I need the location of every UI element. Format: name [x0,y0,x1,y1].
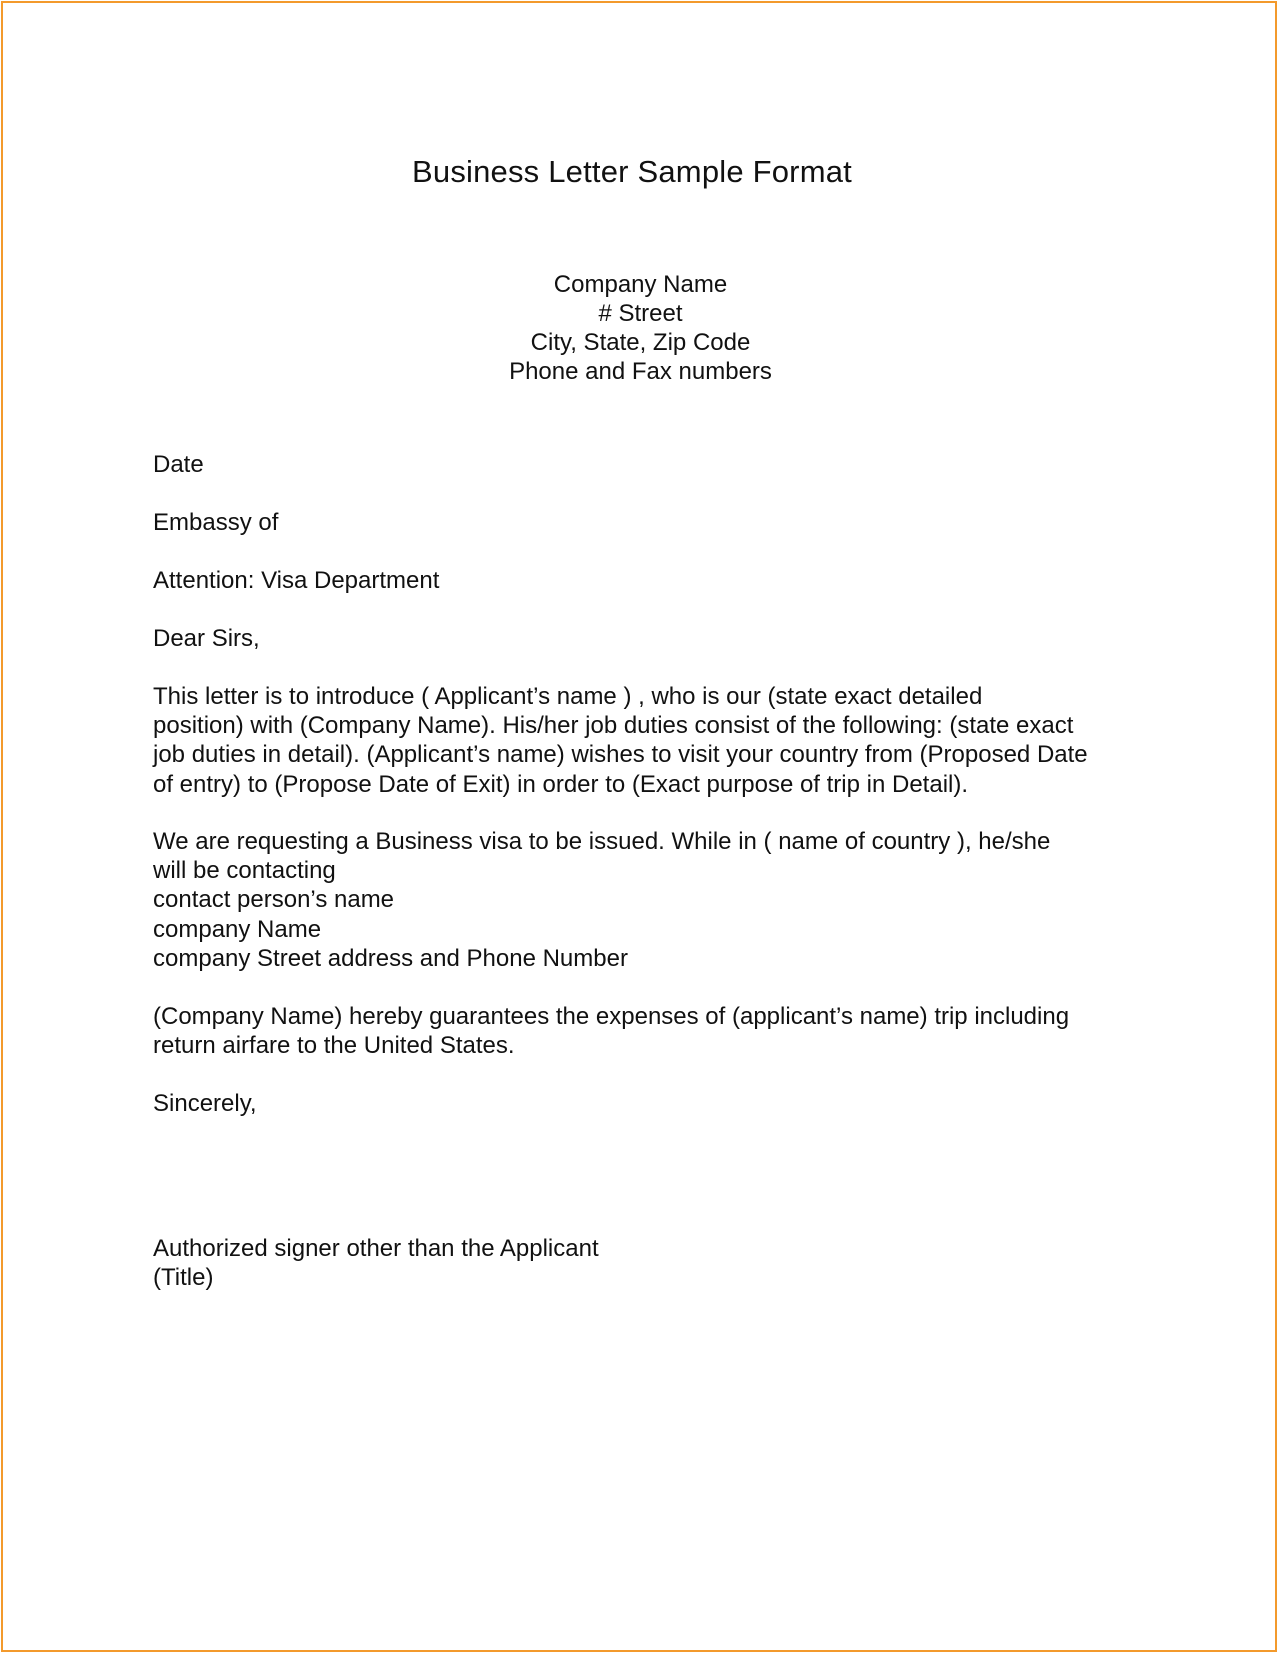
attention-line: Attention: Visa Department [153,567,440,594]
paragraph-line: (Company Name) hereby guarantees the expenses of (applicant’s name) trip including [153,1003,1070,1030]
signer-name: Authorized signer other than the Applicant [153,1235,599,1262]
paragraph-line: company Name [153,915,322,943]
paragraph-line: company Street address and Phone Number [153,944,628,972]
paragraph-line: We are requesting a Business visa to be issued. While in ( name of country ), he/she [153,828,1051,855]
paragraph-line: will be contacting [153,857,336,885]
signature-block [153,1234,599,1292]
paragraph-line: of entry) to (Propose Date of Exit) in order to (Exact purpose of trip in Detail). [153,770,969,798]
sender-phone-fax: Phone and Fax numbers [509,358,772,385]
paragraph-line: job duties in detail). (Applicant’s name) wishes to visit your country from (Proposed Date [153,741,1088,769]
recipient-line: Embassy of [153,509,279,536]
signer-title: (Title) [153,1264,214,1292]
date-line: Date [153,451,204,478]
paragraph-visa-request [153,827,1050,973]
paragraph-introduction [153,682,1088,799]
closing: Sincerely, [153,1090,257,1117]
sender-street: # Street [598,300,683,327]
salutation: Dear Sirs, [153,625,260,652]
paragraph-guarantee [153,1002,1069,1060]
paragraph-line: return airfare to the United States. [153,1032,515,1060]
sender-address-block [0,270,1281,386]
sender-company-name: Company Name [553,271,728,298]
paragraph-line: contact person’s name [153,886,395,914]
sender-city-state-zip: City, State, Zip Code [530,329,751,356]
paragraph-line: This letter is to introduce ( Applicant’s name ) , who is our (state exact detailed [153,683,983,710]
page-title: Business Letter Sample Format [412,154,852,189]
paragraph-line: position) with (Company Name). His/her job duties consist of the following: (state exact [153,712,1074,740]
